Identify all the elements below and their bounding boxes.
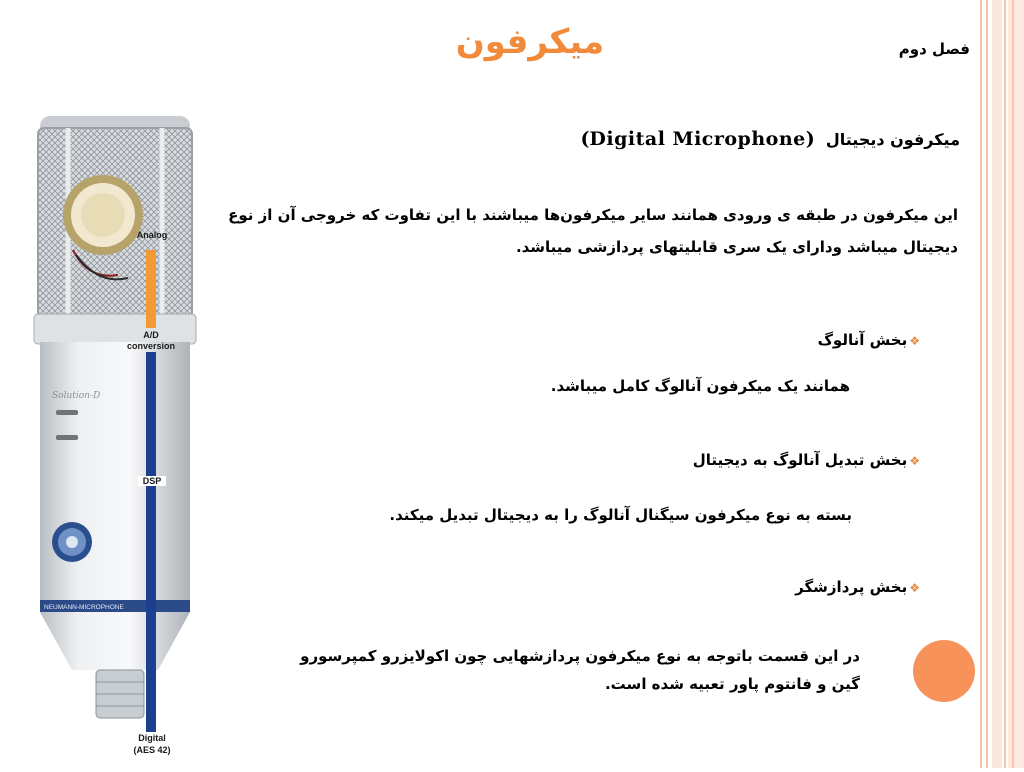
mic-brand-text: NEUMANN-MICROPHONE [44, 604, 124, 611]
label-analog: Analog [136, 230, 168, 240]
slide-title: میکرفون [455, 22, 605, 62]
decor-stripe [992, 0, 1002, 768]
decor-stripe [1004, 0, 1006, 768]
subheading-fa: میکرفون دیجیتال [825, 130, 960, 149]
intro-paragraph: این میکرفون در طبقه ی ورودی همانند سایر میکرفون‌ها میباشند با این تفاوت که خروجی آن از نوع دیجیتال میباشد ودارای یک سری قابلیتهای پردازشی میباشد. [228, 206, 958, 256]
decor-circle [913, 640, 975, 702]
diamond-bullet-icon: ❖ [909, 454, 920, 468]
section-heading-text: بخش تبدیل آنالوگ به دیجیتال [692, 451, 908, 469]
decor-stripe [980, 0, 982, 768]
section-heading-analog [818, 331, 920, 349]
microphone-icon [28, 110, 218, 768]
subheading [580, 128, 960, 150]
section-heading-ad [693, 451, 920, 469]
diamond-bullet-icon: ❖ [909, 581, 920, 595]
label-ad-2: conversion [126, 341, 175, 351]
microphone-illustration [28, 110, 218, 768]
section-text-analog: همانند یک میکرفون آنالوگ کامل میباشد. [550, 377, 850, 395]
chapter-label: فصل دوم [898, 40, 970, 58]
label-digital-1: Digital [138, 733, 166, 743]
digital-bar [146, 352, 156, 732]
label-digital-2: (AES 42) [133, 745, 171, 755]
analog-bar [146, 250, 156, 328]
section-text-ad: بسته به نوع میکرفون سیگنال آنالوگ را به دیجیتال تبدیل میکند. [389, 506, 852, 524]
diamond-bullet-icon: ❖ [909, 334, 920, 348]
subheading-en: (Digital Microphone) [580, 128, 815, 150]
label-ad-1: A/D [143, 330, 159, 340]
mic-model-text: Solution-D [52, 391, 101, 401]
decor-stripe [1012, 0, 1014, 768]
section-text-processor: در این قسمت باتوجه به نوع میکرفون پردازشهایی چون اکولایزرو کمپرسورو گین و فانتوم پاور تعبیه شده است. [300, 647, 860, 693]
decor-stripe [1008, 0, 1024, 768]
section-heading-processor [795, 578, 920, 596]
decor-stripe [986, 0, 988, 768]
label-dsp: DSP [138, 476, 166, 486]
section-heading-text: بخش پردازشگر [795, 578, 908, 596]
section-heading-text: بخش آنالوگ [817, 331, 908, 349]
